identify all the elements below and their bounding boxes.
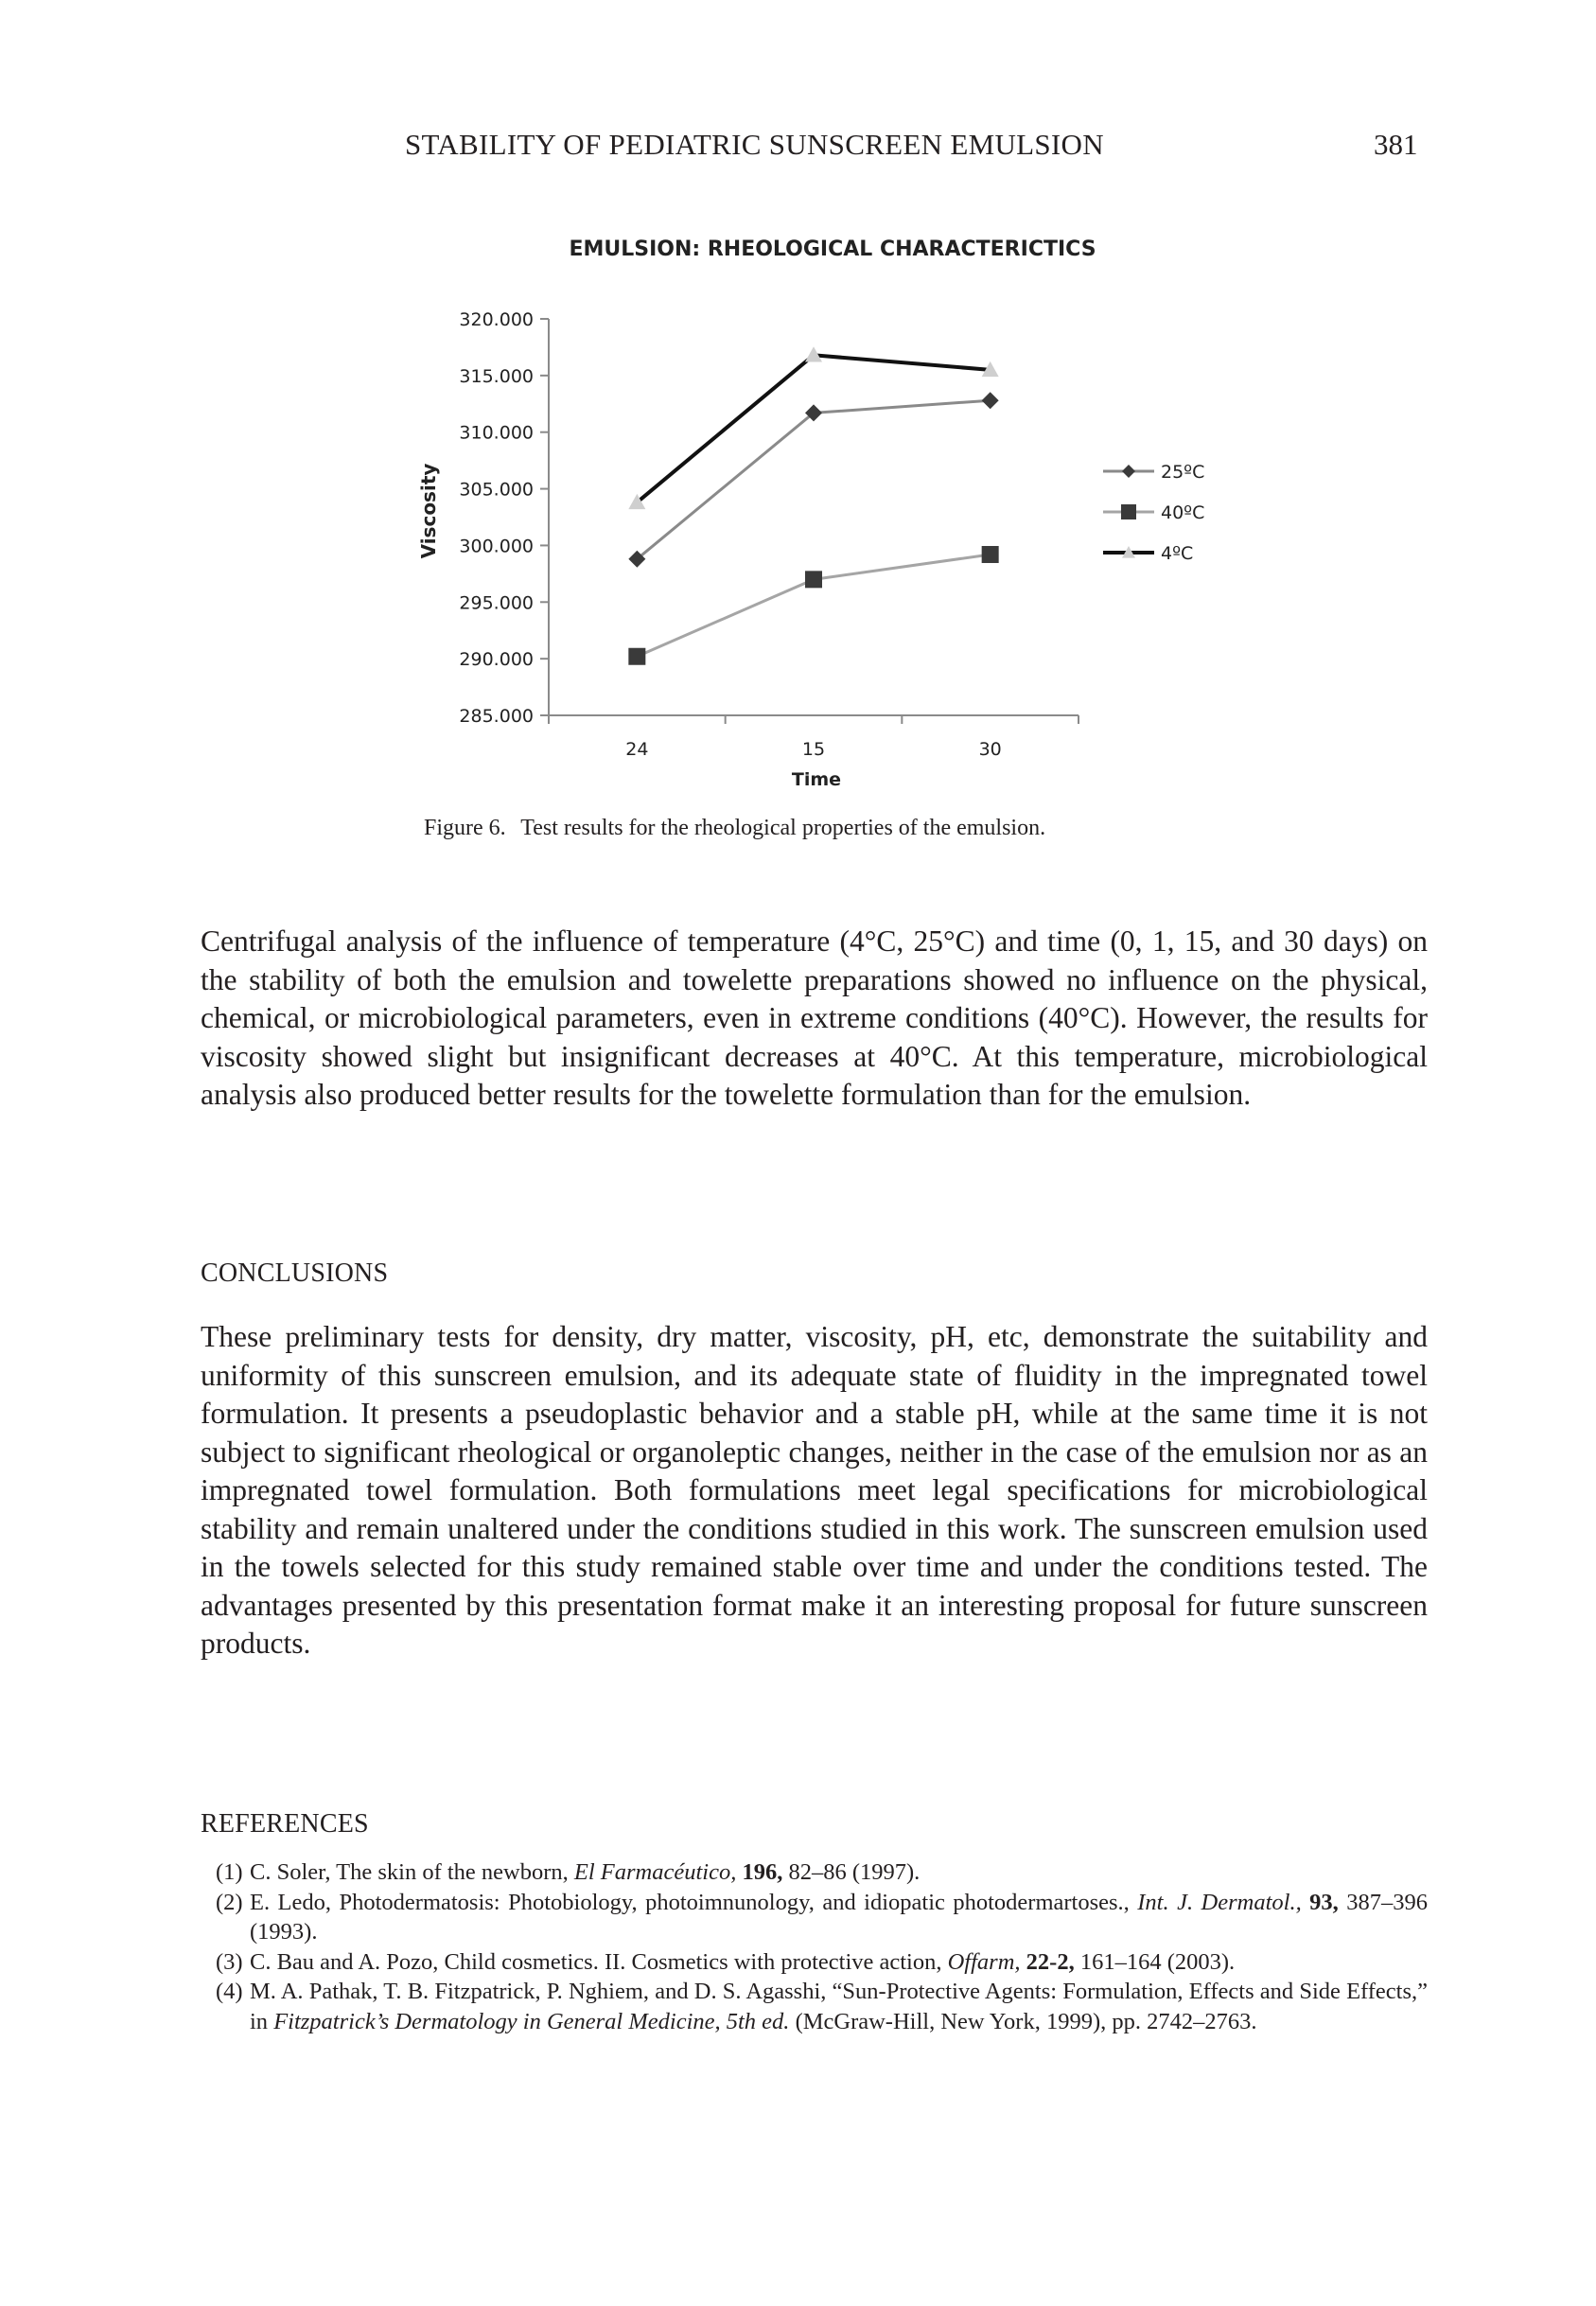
y-tick-label: 290.000 [459, 649, 534, 671]
legend-item [1103, 543, 1193, 564]
conclusions-paragraph-block [201, 1318, 1428, 1663]
legend-item [1103, 502, 1204, 523]
y-tick-label: 310.000 [459, 422, 534, 444]
series-layer [628, 346, 998, 664]
reference-item: (4) M. A. Pathak, T. B. Fitzpatrick, P. Nghiem, and D. S. Agasshi, “Sun-Protective Agents: Formulation, Effects and Side Effects,” in Fitzpatrick’s Dermatology in General Medicine, 5th ed. (McGraw-Hill, New York, 1999), pp. 2742–2763. [216, 1979, 1428, 2034]
journal-title: Offarm, [947, 1948, 1021, 1975]
square-marker-icon [1121, 504, 1136, 519]
diamond-marker-icon [1122, 465, 1135, 478]
running-title: STABILITY OF PEDIATRIC SUNSCREEN EMULSION [405, 128, 1104, 161]
square-marker-icon [628, 648, 645, 665]
reference-number: (4) [216, 1979, 243, 2004]
journal-volume: 22-2, [1026, 1948, 1075, 1975]
y-tick-label: 320.000 [459, 309, 534, 330]
journal-volume: 196, [742, 1859, 783, 1885]
series-4ºC [628, 346, 998, 509]
figure-caption-text: Test results for the rheological properties of the emulsion. [520, 816, 1046, 840]
y-axis-label: Viscosity [417, 463, 440, 559]
square-marker-icon [982, 546, 999, 563]
conclusions-paragraph: These preliminary tests for density, dry matter, viscosity, pH, etc, demonstrate the suitability and uniformity of this sunscreen emulsion, and its adequate state of fluidity in the impregnated towel formulation. It presents a pseudoplastic behavior and a stable pH, while at the same time it is not subject to significant rheological or organoleptic changes, neither in the case of the emulsion nor as an impregnated towel formulation. Both formulations meet legal specifications for microbiological stability and remain unaltered under the conditions studied in this work. The sunscreen emulsion used in the towels selected for this study remained stable over time and under the conditions tested. The advantages presented by this presentation format make it an interesting proposal for future sunscreen products. [201, 1320, 1428, 1660]
figure-caption [424, 816, 1045, 841]
y-tick-label: 315.000 [459, 365, 534, 387]
chart-canvas [0, 208, 1596, 814]
book-title: Fitzpatrick’s Dermatology in General Medicine, 5th ed. [273, 2008, 790, 2034]
reference-item: (2) E. Ledo, Photodermatosis: Photobiology, photoimnunology, and idiopatic photodermartoses., Int. J. Dermatol., 93, 387–396 (1993). [216, 1889, 1429, 1945]
viscosity-line-chart [0, 208, 1596, 814]
y-tick-label: 305.000 [459, 479, 534, 501]
series-25ºC [628, 392, 998, 568]
results-paragraph: Centrifugal analysis of the influence of temperature (4°C, 25°C) and time (0, 1, 15, and 30 days) on the stability of both the emulsion and towelette preparations showed no influence on the physical, chemical, or microbiological parameters, even in extreme conditions (40°C). However, the results for viscosity showed slight but insignificant decreases at 40°C. At this temperature, microbiological analysis also produced better results for the towelette formulation than for the emulsion. [201, 924, 1428, 1111]
journal-title: El Farmacéutico, [573, 1859, 737, 1885]
x-tick-label: 15 [801, 739, 826, 760]
x-axis [549, 715, 1079, 760]
legend-item [1103, 462, 1204, 483]
y-axis [459, 309, 549, 727]
page-number: 381 [1374, 128, 1418, 161]
chart-legend [1103, 462, 1204, 564]
y-tick-label: 300.000 [459, 536, 534, 557]
legend-label: 25ºC [1161, 462, 1205, 483]
diamond-marker-icon [982, 392, 999, 409]
x-tick-label: 30 [978, 739, 1002, 760]
legend-label: 4ºC [1161, 543, 1194, 564]
figure-label: Figure 6. [424, 816, 506, 840]
x-tick-label: 24 [625, 739, 649, 760]
references-list [201, 1857, 1428, 2036]
y-tick-label: 285.000 [459, 706, 534, 727]
legend-label: 40ºC [1161, 502, 1205, 523]
references-heading: REFERENCES [201, 1809, 369, 1839]
series-40ºC [628, 546, 998, 665]
reference-item: (3) C. Bau and A. Pozo, Child cosmetics. II. Cosmetics with protective action, Offarm, 22-2, 161–164 (2003). [201, 1947, 1428, 1978]
reference-item: (1) C. Soler, The skin of the newborn, El Farmacéutico, 196, 82–86 (1997). [201, 1857, 1428, 1888]
reference-number: (3) [216, 1948, 243, 1975]
conclusions-heading: CONCLUSIONS [201, 1259, 389, 1288]
journal-volume: 93, [1309, 1889, 1339, 1915]
running-head [0, 128, 1596, 169]
results-paragraph-block [201, 923, 1428, 1115]
square-marker-icon [805, 571, 822, 588]
reference-number: (1) [216, 1859, 243, 1885]
reference-number: (2) [216, 1889, 243, 1915]
chart-title: EMULSION: RHEOLOGICAL CHARACTERICTICS [569, 238, 1096, 261]
journal-title: Int. J. Dermatol., [1137, 1889, 1302, 1915]
x-axis-label: Time [791, 769, 842, 790]
y-tick-label: 295.000 [459, 592, 534, 614]
